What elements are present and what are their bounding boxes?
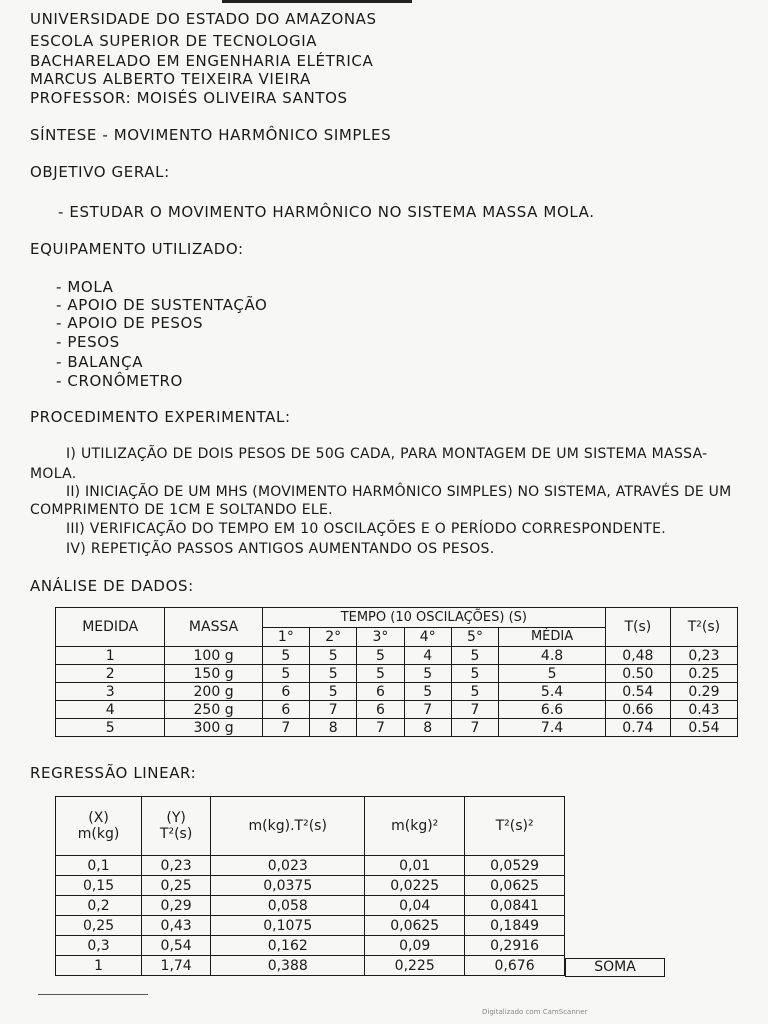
cell: 0,43 bbox=[142, 916, 211, 936]
cell: 7 bbox=[357, 719, 404, 737]
cell: 0.50 bbox=[605, 665, 670, 683]
cell: 5 bbox=[451, 647, 498, 665]
cell: 0,0225 bbox=[365, 876, 465, 896]
col-tempo-1: 1° bbox=[262, 627, 309, 647]
procedimento-step-3: III) VERIFICAÇÃO DO TEMPO EM 10 OSCILAÇÕES E O PERÍODO CORRESPONDENTE. bbox=[66, 521, 667, 537]
cell: 8 bbox=[310, 719, 357, 737]
procedimento-step-1: I) UTILIZAÇÃO DE DOIS PESOS DE 50G CADA, PARA MONTAGEM DE UM SISTEMA MASSA- bbox=[66, 446, 708, 462]
col-x-label: m(kg) bbox=[77, 826, 120, 842]
cell: 7 bbox=[310, 701, 357, 719]
cell: 0,0529 bbox=[465, 856, 565, 876]
scanner-watermark: Digitalizado com CamScanner bbox=[482, 1008, 588, 1016]
cell: 5 bbox=[404, 665, 451, 683]
cell: 3 bbox=[56, 683, 165, 701]
cell: 0.74 bbox=[605, 719, 670, 737]
cell: 5 bbox=[357, 647, 404, 665]
cell: 0,2916 bbox=[465, 936, 565, 956]
cell: 0,0625 bbox=[465, 876, 565, 896]
cell: 7 bbox=[262, 719, 309, 737]
course-name: BACHARELADO EM ENGENHARIA ELÉTRICA bbox=[30, 52, 374, 70]
professor-name: PROFESSOR: MOISÉS OLIVEIRA SANTOS bbox=[30, 89, 348, 107]
cell: 6.6 bbox=[499, 701, 606, 719]
col-y-label: T²(s) bbox=[159, 826, 193, 842]
cell: 0,1849 bbox=[465, 916, 565, 936]
cell: 8 bbox=[404, 719, 451, 737]
cell: 5 bbox=[451, 683, 498, 701]
cell: 0,54 bbox=[142, 936, 211, 956]
cell: 5.4 bbox=[499, 683, 606, 701]
cell: 2 bbox=[56, 665, 165, 683]
cell: 6 bbox=[357, 683, 404, 701]
student-name: MARCUS ALBERTO TEIXEIRA VIEIRA bbox=[30, 70, 311, 88]
cell: 0,162 bbox=[211, 936, 365, 956]
cell: 7.4 bbox=[499, 719, 606, 737]
cell: 0,23 bbox=[670, 647, 737, 665]
cell: 7 bbox=[451, 719, 498, 737]
school-name: ESCOLA SUPERIOR DE TECNOLOGIA bbox=[30, 32, 318, 50]
soma-label: SOMA bbox=[565, 958, 665, 977]
regressao-table bbox=[55, 796, 565, 976]
col-x2: m(kg)² bbox=[365, 797, 465, 856]
col-x-tag: (X) bbox=[88, 810, 109, 826]
equipamento-item: - MOLA bbox=[56, 278, 114, 296]
table-row bbox=[56, 916, 565, 936]
equipamento-item: - BALANÇA bbox=[56, 353, 144, 371]
cell: 100 g bbox=[165, 647, 262, 665]
cell: 0,388 bbox=[211, 956, 365, 976]
cell: 150 g bbox=[165, 665, 262, 683]
cell: 1 bbox=[56, 956, 142, 976]
col-y2: T²(s)² bbox=[465, 797, 565, 856]
top-edge-line bbox=[222, 0, 412, 3]
procedimento-step-4: IV) REPETIÇÃO PASSOS ANTIGOS AUMENTANDO OS PESOS. bbox=[66, 541, 495, 557]
col-tempo-5: 5° bbox=[451, 627, 498, 647]
cell: 0.25 bbox=[670, 665, 737, 683]
table-row-sum bbox=[56, 956, 565, 976]
cell: 0.66 bbox=[605, 701, 670, 719]
cell: 4 bbox=[404, 647, 451, 665]
col-media: MÉDIA bbox=[499, 627, 606, 647]
cell: 6 bbox=[262, 683, 309, 701]
cell: 0,23 bbox=[142, 856, 211, 876]
col-medida: MEDIDA bbox=[56, 608, 165, 647]
cell: 0.54 bbox=[605, 683, 670, 701]
cell: 5 bbox=[499, 665, 606, 683]
table-row bbox=[56, 665, 738, 683]
cell: 4.8 bbox=[499, 647, 606, 665]
cell: 0,29 bbox=[142, 896, 211, 916]
cell: 5 bbox=[310, 683, 357, 701]
cell: 0,01 bbox=[365, 856, 465, 876]
table-row bbox=[56, 896, 565, 916]
col-xy: m(kg).T²(s) bbox=[211, 797, 365, 856]
cell: 0,0625 bbox=[365, 916, 465, 936]
cell: 250 g bbox=[165, 701, 262, 719]
footer-divider bbox=[38, 994, 148, 995]
col-massa: MASSA bbox=[165, 608, 262, 647]
procedimento-heading: PROCEDIMENTO EXPERIMENTAL: bbox=[30, 408, 291, 426]
analise-table bbox=[55, 607, 738, 737]
cell: 0,1 bbox=[56, 856, 142, 876]
cell: 5 bbox=[451, 665, 498, 683]
equipamento-item: - APOIO DE PESOS bbox=[56, 314, 204, 332]
cell: 0,676 bbox=[465, 956, 565, 976]
procedimento-step-2-cont: COMPRIMENTO DE 1CM E SOLTANDO ELE. bbox=[30, 502, 333, 518]
objetivo-heading: OBJETIVO GERAL: bbox=[30, 163, 170, 181]
cell: 6 bbox=[262, 701, 309, 719]
col-x bbox=[56, 797, 142, 856]
table-row bbox=[56, 683, 738, 701]
cell: 5 bbox=[56, 719, 165, 737]
table-row bbox=[56, 876, 565, 896]
regressao-heading: REGRESSÃO LINEAR: bbox=[30, 764, 197, 782]
procedimento-step-2: II) INICIAÇÃO DE UM MHS (MOVIMENTO HARMÔNICO SIMPLES) NO SISTEMA, ATRAVÉS DE UM bbox=[66, 484, 732, 500]
procedimento-step-1-cont: MOLA. bbox=[30, 466, 77, 482]
table-row bbox=[56, 936, 565, 956]
cell: 0,04 bbox=[365, 896, 465, 916]
cell: 7 bbox=[451, 701, 498, 719]
cell: 0,48 bbox=[605, 647, 670, 665]
equipamento-item: - APOIO DE SUSTENTAÇÃO bbox=[56, 296, 268, 314]
cell: 5 bbox=[310, 665, 357, 683]
col-tempo: TEMPO (10 OSCILAÇÕES) (S) bbox=[262, 608, 605, 628]
cell: 1 bbox=[56, 647, 165, 665]
equipamento-heading: EQUIPAMENTO UTILIZADO: bbox=[30, 240, 244, 258]
cell: 0,058 bbox=[211, 896, 365, 916]
cell: 0,0841 bbox=[465, 896, 565, 916]
cell: 0,15 bbox=[56, 876, 142, 896]
cell: 0,2 bbox=[56, 896, 142, 916]
cell: 0.43 bbox=[670, 701, 737, 719]
cell: 0,1075 bbox=[211, 916, 365, 936]
cell: 1,74 bbox=[142, 956, 211, 976]
cell: 7 bbox=[404, 701, 451, 719]
objetivo-text: - ESTUDAR O MOVIMENTO HARMÔNICO NO SISTEMA MASSA MOLA. bbox=[58, 203, 595, 221]
col-tempo-4: 4° bbox=[404, 627, 451, 647]
table-row bbox=[56, 719, 738, 737]
cell: 200 g bbox=[165, 683, 262, 701]
analise-heading: ANÁLISE DE DADOS: bbox=[30, 577, 194, 595]
cell: 0,25 bbox=[142, 876, 211, 896]
table-row bbox=[56, 647, 738, 665]
col-y-tag: (Y) bbox=[166, 810, 186, 826]
cell: 0,0375 bbox=[211, 876, 365, 896]
table-row bbox=[56, 856, 565, 876]
cell: 0,25 bbox=[56, 916, 142, 936]
cell: 6 bbox=[357, 701, 404, 719]
equipamento-item: - CRONÔMETRO bbox=[56, 372, 183, 390]
col-tempo-2: 2° bbox=[310, 627, 357, 647]
cell: 0,3 bbox=[56, 936, 142, 956]
document-title: SÍNTESE - MOVIMENTO HARMÔNICO SIMPLES bbox=[30, 126, 392, 144]
cell: 4 bbox=[56, 701, 165, 719]
col-periodo: T(s) bbox=[605, 608, 670, 647]
cell: 5 bbox=[404, 683, 451, 701]
cell: 0.29 bbox=[670, 683, 737, 701]
cell: 5 bbox=[262, 647, 309, 665]
cell: 5 bbox=[310, 647, 357, 665]
university-name: UNIVERSIDADE DO ESTADO DO AMAZONAS bbox=[30, 10, 377, 28]
col-tempo-3: 3° bbox=[357, 627, 404, 647]
cell: 0,225 bbox=[365, 956, 465, 976]
cell: 0,023 bbox=[211, 856, 365, 876]
cell: 5 bbox=[262, 665, 309, 683]
col-periodo-quadrado: T²(s) bbox=[670, 608, 737, 647]
cell: 300 g bbox=[165, 719, 262, 737]
cell: 0,09 bbox=[365, 936, 465, 956]
col-y bbox=[142, 797, 211, 856]
equipamento-item: - PESOS bbox=[56, 333, 120, 351]
cell: 5 bbox=[357, 665, 404, 683]
cell: 0.54 bbox=[670, 719, 737, 737]
table-row bbox=[56, 701, 738, 719]
